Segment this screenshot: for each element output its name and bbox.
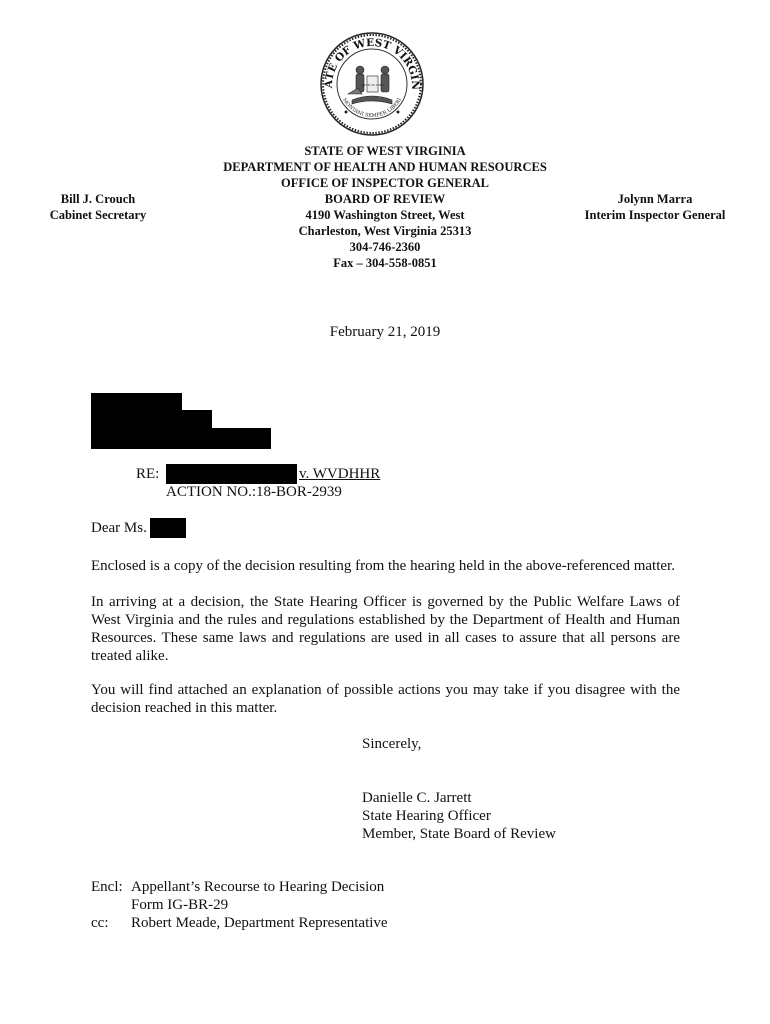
seal-date: JUNE 20 1863 xyxy=(361,83,384,87)
enclosures-block xyxy=(91,878,388,932)
letter-date: February 21, 2019 xyxy=(329,324,441,340)
cc-label: cc: xyxy=(91,915,109,931)
inspector-general-name: Jolynn Marra xyxy=(617,192,693,206)
encl-line: Form IG-BR-29 xyxy=(131,897,229,913)
letterhead-line: 4190 Washington Street, West xyxy=(305,208,465,222)
cabinet-secretary-block xyxy=(36,191,160,223)
signature-block xyxy=(362,789,556,843)
encl-label: Encl: xyxy=(91,879,123,895)
signer-org: Member, State Board of Review xyxy=(362,826,556,842)
cabinet-secretary-name: Bill J. Crouch xyxy=(60,192,136,206)
redacted-appellant-name xyxy=(166,464,297,484)
re-versus: v. WVDHHR xyxy=(299,466,381,482)
letterhead-line: OFFICE OF INSPECTOR GENERAL xyxy=(280,176,489,190)
letterhead-line: BOARD OF REVIEW xyxy=(324,192,446,206)
closing: Sincerely, xyxy=(362,736,422,752)
letterhead-line: 304-746-2360 xyxy=(349,240,421,254)
salutation: Dear Ms. xyxy=(91,520,147,536)
letterhead-line: Fax – 304-558-0851 xyxy=(333,256,437,270)
cabinet-secretary-title: Cabinet Secretary xyxy=(49,208,147,222)
signer-title: State Hearing Officer xyxy=(362,808,491,824)
inspector-general-block xyxy=(574,191,736,223)
body-paragraph: In arriving at a decision, the State Hearing Officer is governed by the Public Welfare Laws of West Virginia and the rules and regulations established by the Department of Health and Human Resources. These same laws and regulations are used in all cases to assure that all persons are treated alike. xyxy=(91,594,680,664)
redacted-address-line-2 xyxy=(91,410,212,429)
re-label: RE: xyxy=(136,466,160,482)
redacted-address-line-1 xyxy=(91,393,182,411)
cc-line: Robert Meade, Department Representative xyxy=(131,915,388,931)
body-paragraph: Enclosed is a copy of the decision resulting from the hearing held in the above-referenced matter. xyxy=(91,558,675,574)
state-seal xyxy=(318,30,426,138)
body-paragraph: You will find attached an explanation of possible actions you may take if you disagree with the decision reached in this matter. xyxy=(91,682,680,716)
redacted-address-line-3 xyxy=(91,428,271,449)
redacted-recipient-name xyxy=(150,518,186,538)
seal-ring-text: ATE OF WEST VIRGIN xyxy=(322,36,422,91)
encl-line: Appellant’s Recourse to Hearing Decision xyxy=(131,879,385,895)
action-number: ACTION NO.:18-BOR-2939 xyxy=(166,484,342,500)
signer-name: Danielle C. Jarrett xyxy=(362,790,472,806)
letterhead-line: DEPARTMENT OF HEALTH AND HUMAN RESOURCES xyxy=(223,160,547,174)
letterhead-line: STATE OF WEST VIRGINIA xyxy=(304,144,466,158)
inspector-general-title: Interim Inspector General xyxy=(584,208,726,222)
seal-motto: MONTANI SEMPER LIBERI xyxy=(341,97,403,120)
letterhead-line: Charleston, West Virginia 25313 xyxy=(298,224,472,238)
